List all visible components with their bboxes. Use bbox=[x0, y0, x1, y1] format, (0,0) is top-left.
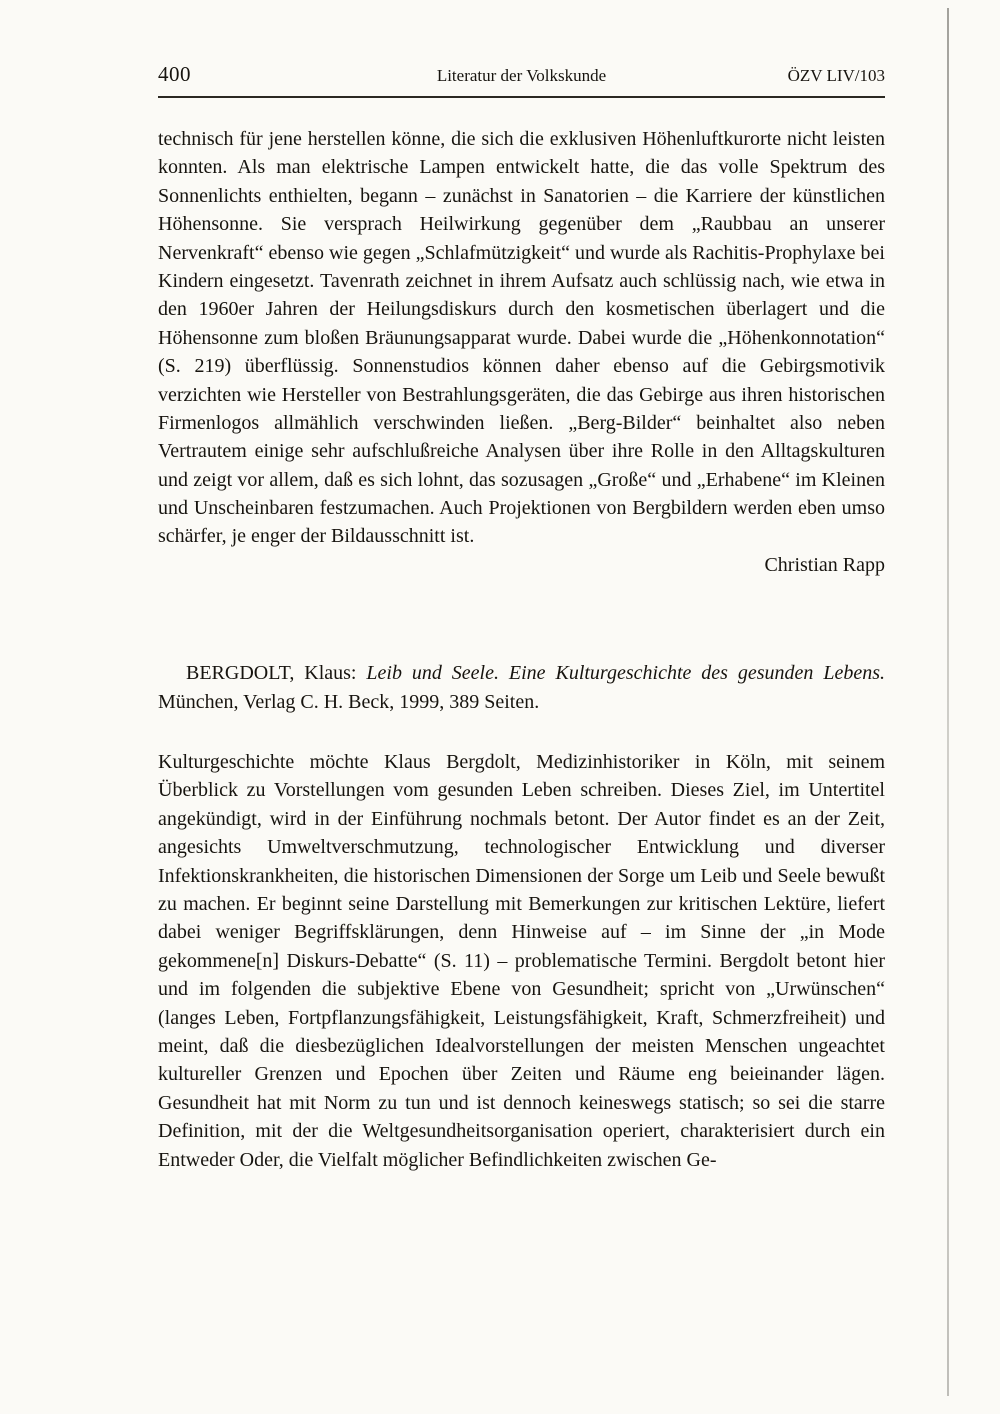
reviewer-signature: Christian Rapp bbox=[764, 553, 885, 576]
review-paragraph-2: Kulturgeschichte möchte Klaus Bergdolt, Medizinhistoriker in Köln, mit seinem Überblick zu Vorstellungen vom gesunden Leben schreiben. Dieses Ziel, im Untertitel angekündigt, wird in der Einführung nochmals betont. Der Autor findet es an der Zeit, angesichts Umweltverschmutzung, technologischer Entwicklung und diverser Infektionskrankheiten, die historischen Dimensionen der Sorge um Leib und Seele bewußt zu machen. Er beginnt seine Darstellung mit Bemerkungen zur kritischen Lektüre, liefert dabei weniger Begriffsklärungen, denn Hinweise auf – im Sinne der „in Mode gekommene[n] Diskurs-Debatte“ (S. 11) – problematische Termini. Bergdolt betont hier und im folgenden die subjektive Ebene von Gesundheit; spricht von „Urwünschen“ (langes Leben, Fortpflanzungsfähigkeit, Leistungsfähigkeit, Kraft, Schmerzfreiheit) und meint, daß die diesbezüglichen Idealvorstellungen der meisten Menschen ungeachtet kultureller Grenzen und Epochen über Zeiten und Räume eng beieinander lägen. Gesundheit hat mit Norm zu tun und ist dennoch keineswegs statisch; so sei die starre Definition, mit der die Weltgesundheitsorganisation operiert, charakterisiert durch ein Entweder Oder, die Vielfalt möglicher Befindlichkeiten zwischen Ge- bbox=[158, 751, 885, 1171]
review-paragraph-1: technisch für jene herstellen könne, die sich die exklusiven Höhenluftkurorte nicht leisten konnten. Als man elektrische Lampen entwickelt hatte, die das volle Spektrum des Sonnenlichts enthielten, begann – zunächst in Sanatorien – die Karriere der künstlichen Höhensonne. Sie versprach Heilwirkung gegenüber dem „Raubbau an unserer Nervenkraft“ ebenso wie gegen „Schlafmützigkeit“ und wurde als Rachitis-Prophylaxe bei Kindern eingesetzt. Tavenrath zeichnet in ihrem Aufsatz auch schlüssig nach, wie etwa in den 1960er Jahren der Heilungsdiskurs durch den kosmetischen überlagert und die Höhensonne zum bloßen Bräunungsapparat wurde. Dabei wurde die „Höhenkonnotation“ (S. 219) überflüssig. Sonnenstudios können daher ebenso auf die Gebirgsmotivik verzichten wie Hersteller von Bestrahlungsgeräten, die das Gebirge aus ihren historischen Firmenlogos allmählich verschwinden ließen. „Berg-Bilder“ beinhaltet also neben Vertrautem einige sehr aufschlußreiche Analysen über ihre Rolle in den Alltagskulturen und zeigt vor allem, daß es sich lohnt, das sozusagen „Große“ und „Erhabene“ im Kleinen und Unscheinbaren festzumachen. Auch Projektionen von Bergbildern werden eben umso schärfer, je enger der Bildausschnitt ist. bbox=[158, 128, 885, 548]
citation-title: Leib und Seele. Eine Kulturgeschichte des gesunden Lebens. bbox=[366, 662, 885, 685]
page-body bbox=[158, 125, 885, 1174]
page-header bbox=[158, 62, 885, 87]
header-rule bbox=[158, 96, 885, 98]
journal-reference: ÖZV LIV/103 bbox=[787, 66, 885, 85]
running-title: Literatur der Volkskunde bbox=[436, 66, 607, 85]
scan-artifact-line bbox=[947, 8, 949, 1396]
citation-publication: München, Verlag C. H. Beck, 1999, 389 Seiten. bbox=[158, 690, 540, 713]
page-number: 400 bbox=[158, 62, 191, 86]
citation-authors: BERGDOLT, Klaus: bbox=[186, 662, 367, 685]
book-citation bbox=[158, 659, 885, 716]
